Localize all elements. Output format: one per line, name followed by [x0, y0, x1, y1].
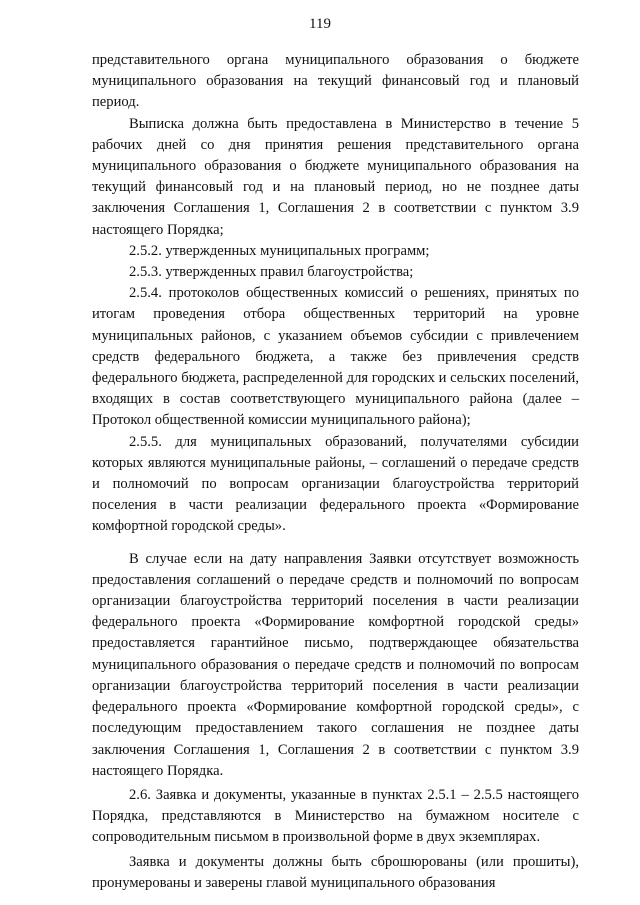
paragraph-2-5-4: 2.5.4. протоколов общественных комиссий о решениях, принятых по итогам проведения отбора общественных территорий на уровне муниципальных районов, с указанием объемов субсидии с привлечением средств федерального бюджета, а также без привлечения средств федерального бюджета, распределенной для городских и сельских поселений, входящих в состав соответствующего муниципального района (далее – Протокол общественной комиссии муниципального района);: [92, 285, 579, 429]
paragraph-guarantee-letter: В случае если на дату направления Заявки отсутствует возможность предоставления соглашений о передаче средств и полномочий по вопросам организации благоустройства территорий поселения в части реализации федерального проекта «Формирование комфортной городской среды» предоставляется гарантийное письмо, подтверждающее обязательства муниципального образования о передаче средств и полномочий по вопросам организации благоустройства территорий поселения в части реализации федерального проекта «Формирование комфортной городской среды», с последующим предоставлением такого соглашения не позднее даты заключения Соглашения 1, Соглашения 2 в соответствии с пунктом 3.9 настоящего Порядка.: [92, 550, 579, 779]
paragraph-2-5-5: 2.5.5. для муниципальных образований, получателями субсидии которых являются муниципальные районы, – соглашений о передаче средств и полномочий по вопросам организации благоустройства территорий поселения в части реализации федерального проекта «Формирование комфортной городской среды».: [92, 433, 579, 535]
paragraph-2-6: 2.6. Заявка и документы, указанные в пунктах 2.5.1 – 2.5.5 настоящего Порядка, представляются в Министерство на бумажном носителе с сопроводительным письмом в произвольной форме в двух экземплярах.: [92, 786, 579, 846]
document-body: [92, 50, 579, 894]
paragraph-budget-continuation: представительного органа муниципального образования о бюджете муниципального образования на текущий финансовый год и плановый период.: [92, 52, 579, 111]
page-number: 119: [309, 16, 331, 32]
paragraph-2-5-2: 2.5.2. утвержденных муниципальных программ;: [129, 242, 430, 259]
paragraph-2-5-3: 2.5.3. утвержденных правил благоустройства;: [129, 264, 414, 281]
paragraph-binding-requirements: Заявка и документы должны быть сброшюрованы (или прошиты), пронумерованы и заверены главой муниципального образования: [92, 853, 579, 891]
paragraph-extract-deadline: Выписка должна быть предоставлена в Министерство в течение 5 рабочих дней со дня принятия решения представительного органа муниципального образования о бюджете муниципального образования на текущий финансовый год и на плановый период, но не позднее даты заключения Соглашения 1, Соглашения 2 в соответствии с пунктом 3.9 настоящего Порядка;: [92, 115, 579, 238]
